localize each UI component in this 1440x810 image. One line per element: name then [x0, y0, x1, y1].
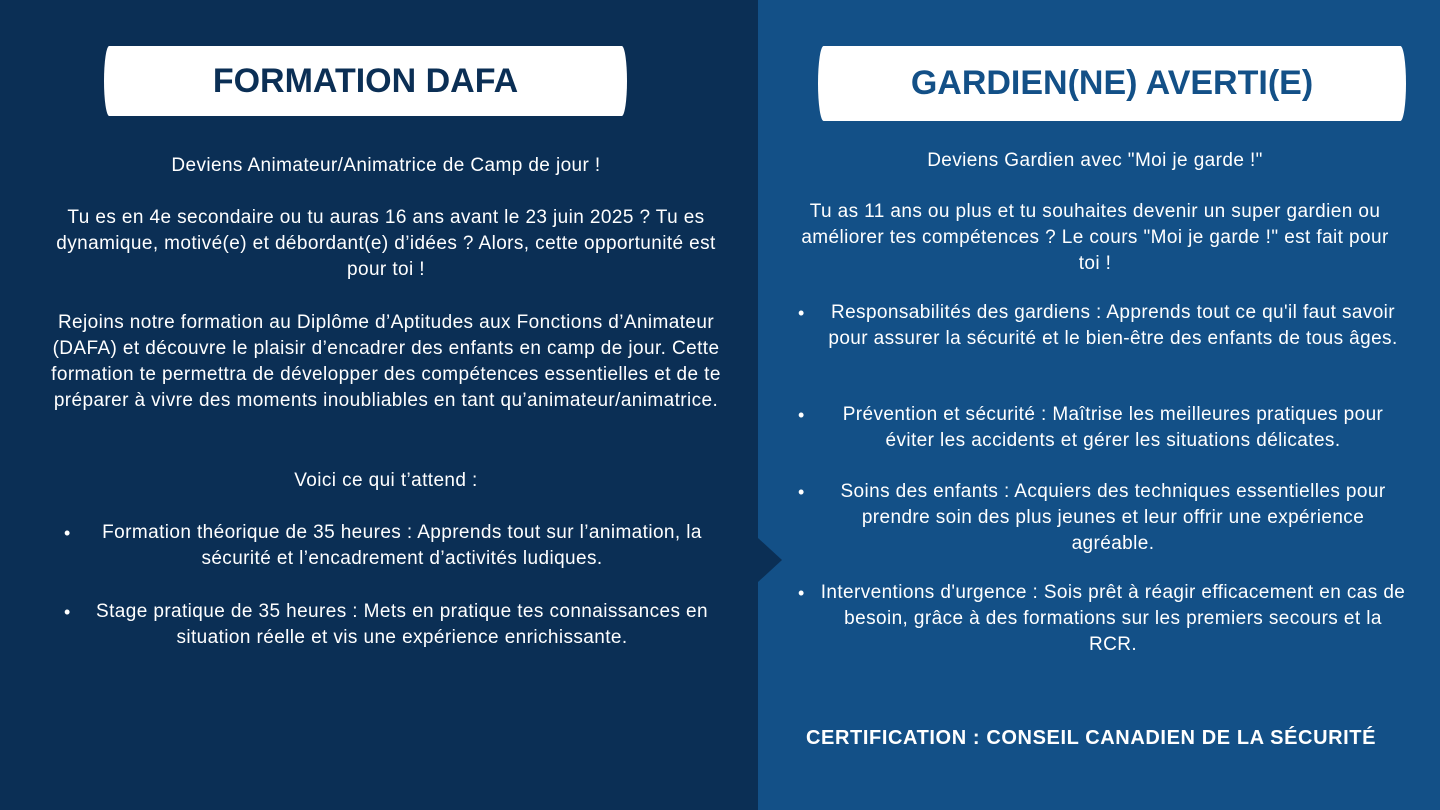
- bullet-dot: •: [798, 583, 805, 603]
- babysitter-bullet-prevention: [798, 402, 1408, 454]
- bullet-text: Interventions d'urgence : Sois prêt à réagir efficacement en cas de besoin, grâce à des formations sur les premiers secours et la RCR.: [820, 582, 1406, 655]
- bullet-dot: •: [798, 405, 805, 425]
- babysitter-eligibility-text: Tu as 11 ans ou plus et tu souhaites devenir un super gardien ou améliorer tes compétences ? Le cours "Moi je garde !" est fait pour toi !: [801, 201, 1389, 274]
- bullet-dot: •: [798, 482, 805, 502]
- bullet-dot: •: [64, 602, 71, 622]
- babysitter-bullet-child-care: [798, 479, 1408, 557]
- dafa-bullet-internship: [64, 599, 714, 651]
- bullet-text: Stage pratique de 35 heures : Mets en pratique tes connaissances en situation réelle et vis une expérience enrichissante.: [96, 601, 708, 648]
- babysitter-intro: Deviens Gardien avec "Moi je garde !": [927, 150, 1263, 171]
- dafa-description-text: Rejoins notre formation au Diplôme d’Aptitudes aux Fonctions d’Animateur (DAFA) et découvre le plaisir d’encadrer des enfants en camp de jour. Cette formation te permettra de développer des compétences essentielles et de te préparer à vivre des moments inoubliables en tant qu’animateur/animatrice.: [51, 312, 721, 411]
- bullet-text: Prévention et sécurité : Maîtrise les meilleures pratiques pour éviter les accidents et gérer les situations délicates.: [842, 404, 1384, 451]
- dafa-title: FORMATION DAFA: [104, 46, 627, 116]
- dafa-bullet-theory: [64, 520, 714, 572]
- babysitter-bullet-responsibilities: [798, 300, 1408, 352]
- panel-arrow-notch: [758, 538, 782, 582]
- dafa-what-awaits: Voici ce qui t’attend :: [294, 470, 478, 491]
- bullet-text: Formation théorique de 35 heures : Apprends tout sur l’animation, la sécurité et l’encadrement d’activités ludiques.: [102, 522, 702, 569]
- bullet-text: Responsabilités des gardiens : Apprends tout ce qu'il faut savoir pour assurer la sécurité et le bien-être des enfants de tous âges.: [828, 302, 1398, 349]
- babysitter-bullet-emergency: [798, 580, 1408, 658]
- babysitter-panel: [758, 0, 1440, 810]
- dafa-eligibility-text: Tu es en 4e secondaire ou tu auras 16 ans avant le 23 juin 2025 ? Tu es dynamique, motivé(e) et débordant(e) d’idées ? Alors, cette opportunité est pour toi !: [56, 207, 716, 280]
- dafa-intro: Deviens Animateur/Animatrice de Camp de jour !: [171, 155, 601, 176]
- certification-label: CERTIFICATION : CONSEIL CANADIEN DE LA SÉCURITÉ: [806, 727, 1377, 749]
- bullet-text: Soins des enfants : Acquiers des techniques essentielles pour prendre soin des plus jeunes et leur offrir une expérience agréable.: [840, 481, 1386, 554]
- bullet-dot: •: [798, 303, 805, 323]
- bullet-dot: •: [64, 523, 71, 543]
- babysitter-title: GARDIEN(NE) AVERTI(E): [818, 46, 1406, 121]
